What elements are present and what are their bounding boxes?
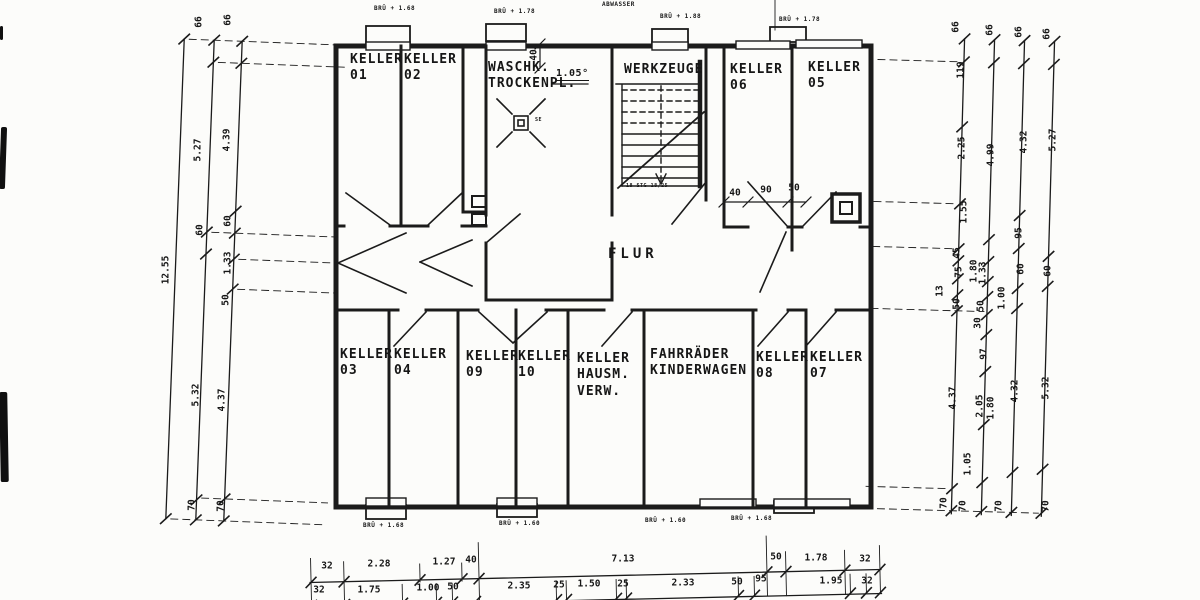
- stair-note: 18 STG 18/25: [626, 183, 669, 189]
- room-label-keller-01: KELLER 01: [350, 52, 403, 84]
- dimension-label: 1.75: [357, 584, 381, 596]
- dimension-label: 50: [770, 551, 782, 563]
- dimension-label: 32: [859, 553, 871, 565]
- lintel-top-3: BRÜ + 1.88: [660, 13, 702, 20]
- dimension-label: 1.95: [819, 575, 843, 587]
- room-label-waschkueche: WASCHK. TROCKENPL.: [488, 60, 577, 92]
- dimension-label: 40: [528, 49, 540, 61]
- dimension-label: 66: [984, 24, 996, 36]
- dimension-label: 32: [861, 575, 873, 587]
- dimension-label: 50: [731, 576, 743, 588]
- room-label-keller-04: KELLER 04: [394, 347, 447, 379]
- lintel-top-1: BRÜ + 1.68: [374, 5, 416, 12]
- dimension-label: 4.37: [216, 388, 228, 412]
- dimension-label: 25: [617, 578, 629, 590]
- room-label-keller-06: KELLER 06: [730, 62, 783, 94]
- dimension-label: 66: [222, 14, 234, 26]
- scan-artifact: [0, 26, 3, 40]
- dimension-label: 1.00: [996, 286, 1008, 310]
- dimension-label: 60: [1042, 265, 1054, 277]
- room-label-keller-09: KELLER 09: [466, 349, 519, 381]
- dimension-label: 5.27: [192, 138, 204, 162]
- dimension-label: 4.32: [1009, 379, 1021, 403]
- dimension-label: 4.99: [985, 143, 997, 167]
- room-label-fahrraeder: FAHRRÄDER KINDERWAGEN: [650, 347, 748, 379]
- dimension-label: 97: [978, 348, 990, 360]
- dimension-label: 5.32: [1040, 376, 1052, 400]
- room-label-keller-hausmeister: KELLER HAUSM. VERW.: [577, 351, 630, 399]
- dimension-label: 70: [1040, 500, 1052, 512]
- dimension-label: 75: [953, 266, 965, 278]
- dimension-label: 32: [321, 560, 333, 572]
- dimension-label: 1.55: [958, 200, 970, 224]
- dimension-label: 1.05: [962, 452, 974, 476]
- dimension-label: 30: [972, 317, 984, 329]
- dimension-label: 66: [950, 21, 962, 33]
- dimension-label: 7.13: [611, 553, 635, 565]
- dimension-label: 95: [755, 573, 767, 585]
- dimension-label: 70: [186, 499, 198, 511]
- dimension-label: 70: [993, 500, 1005, 512]
- lintel-bottom-1: BRÜ + 1.68: [363, 522, 405, 529]
- dimension-label: 2.25: [956, 136, 968, 160]
- dimension-label: 50: [447, 581, 459, 593]
- dimension-label: 50: [975, 300, 987, 312]
- dimension-label: 45: [951, 247, 963, 259]
- dimension-label: 2.05: [974, 394, 986, 418]
- room-label-werkzeuge: WERKZEUGE: [624, 62, 704, 77]
- dimension-label: 70: [215, 500, 227, 512]
- dimension-label: 70: [957, 500, 969, 512]
- dimension-label: 60: [194, 224, 206, 236]
- dimension-label: 1.33: [977, 261, 989, 285]
- dimension-label: 40: [465, 554, 477, 566]
- room-label-keller-05: KELLER 05: [808, 60, 861, 92]
- room-label-keller-02: KELLER 02: [404, 52, 457, 84]
- dimension-label: 1.50: [577, 578, 601, 590]
- level-mark: 1.05°: [556, 68, 589, 79]
- lintel-bottom-2: BRÜ + 1.60: [499, 520, 541, 527]
- dimension-label: 4.39: [221, 128, 233, 152]
- lintel-bottom-3: BRÜ + 1.60: [645, 517, 687, 524]
- dimension-label: 66: [1041, 28, 1053, 40]
- dimension-label: 119: [955, 61, 967, 79]
- dimension-label: 2.35: [507, 580, 531, 592]
- dimension-label: 50: [951, 298, 963, 310]
- room-label-flur: FLUR: [608, 246, 658, 262]
- dimension-label: 1.80: [968, 259, 980, 283]
- room-label-keller-08: KELLER 08: [756, 350, 809, 382]
- dimension-label: 13: [934, 285, 946, 297]
- dimension-label: 70: [938, 497, 950, 509]
- dimension-label: 95: [1013, 227, 1025, 239]
- dimension-label: 4.32: [1018, 130, 1030, 154]
- dimension-label: 25: [553, 579, 565, 591]
- dimension-label: 66: [193, 16, 205, 28]
- dimension-label: 1.78: [804, 552, 828, 564]
- dimension-label: 2.33: [671, 577, 695, 589]
- lintel-top-4: BRÜ + 1.78: [779, 16, 821, 23]
- dimension-label: 1.27: [432, 556, 456, 568]
- lintel-top-2: BRÜ + 1.78: [494, 8, 536, 15]
- abwasser-note: ABWASSER: [602, 1, 635, 8]
- dimension-label: 5.32: [190, 383, 202, 407]
- dimension-label: 90: [760, 184, 772, 196]
- dimension-label: 50: [788, 182, 800, 194]
- room-label-keller-07: KELLER 07: [810, 350, 863, 382]
- scan-artifact: [3, 408, 7, 454]
- lintel-bottom-4: BRÜ + 1.68: [731, 515, 773, 522]
- dimension-label: 32: [313, 584, 325, 596]
- dimension-label: 40: [729, 187, 741, 199]
- dimension-label: 4.37: [947, 386, 959, 410]
- dimension-label: 12.55: [160, 255, 172, 285]
- dimension-label: 60: [222, 215, 234, 227]
- room-label-keller-10: KELLER 10: [518, 349, 571, 381]
- dimension-label: 2.28: [367, 558, 391, 570]
- dimension-label: 1.80: [985, 396, 997, 420]
- drain-label: SE: [535, 117, 543, 123]
- dimension-label: 50: [220, 294, 232, 306]
- room-label-keller-03: KELLER 03: [340, 347, 393, 379]
- dimension-label: 5.27: [1047, 128, 1059, 152]
- dimension-label: 1.33: [222, 251, 234, 275]
- dimension-label: 1.00: [416, 582, 440, 594]
- dimension-label: 60: [1015, 263, 1027, 275]
- dimension-label: 66: [1013, 26, 1025, 38]
